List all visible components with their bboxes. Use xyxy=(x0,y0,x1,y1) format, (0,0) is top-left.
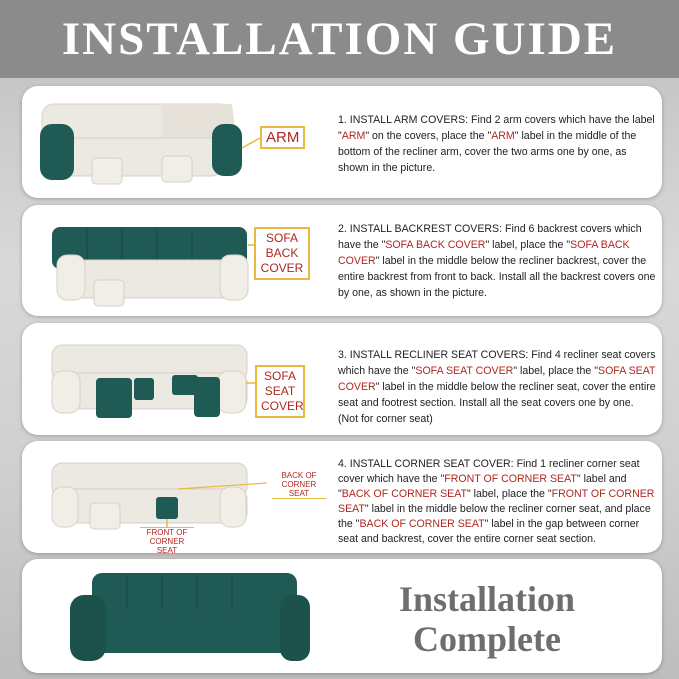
instruction-text: " label in the middle below the recliner backrest, cover the entire backrest from front to back. Install all the backrest covers one by one, as shown in the picture. xyxy=(338,255,656,299)
instruction-text: 3. INSTALL RECLINER SEAT COVERS: Find 4 recliner seat covers which have the " xyxy=(338,349,656,377)
label-name: BACK OF CORNER SEAT xyxy=(341,488,467,500)
step-3-text xyxy=(338,347,656,427)
instruction-text: " label in the gap between corner seat and backrest, cover the entire corner seat section. xyxy=(338,518,640,545)
installation-complete-heading xyxy=(352,579,622,659)
complete-line-2: Complete xyxy=(413,619,561,659)
complete-line-1: Installation xyxy=(398,579,576,619)
instruction-text: 2. INSTALL BACKREST COVERS: Find 6 backrest covers which have the " xyxy=(338,223,642,251)
label-name: SOFA SEAT COVER xyxy=(415,365,514,377)
instruction-text: 1. INSTALL ARM COVERS: Find 2 arm covers which have the label " xyxy=(338,114,655,142)
arm-cover-right xyxy=(212,124,242,176)
instruction-text: " label in the middle of the bottom of the recliner arm, cover the two arms one by one, as shown in the picture. xyxy=(338,130,637,174)
seat-cover-left xyxy=(96,378,132,418)
label-name: FRONT OF CORNER SEAT xyxy=(444,473,577,485)
step-panel-1 xyxy=(22,86,662,198)
instruction-text: " label, place the " xyxy=(513,365,598,377)
label-name: BACK OF CORNER SEAT xyxy=(359,518,485,530)
arm-cover-left xyxy=(40,124,74,180)
sofa-seat-cover-tag: SOFA SEAT COVER xyxy=(255,365,305,418)
instruction-text: " label, place the " xyxy=(466,488,552,500)
instruction-text: 4. INSTALL CORNER SEAT COVER: Find 1 recliner corner seat cover which have the " xyxy=(338,458,640,485)
step-panel-4 xyxy=(22,441,662,553)
label-name: SOFA BACK COVER xyxy=(338,239,630,267)
label-name: ARM xyxy=(491,130,515,142)
step-4-text xyxy=(338,457,656,547)
label-name: ARM xyxy=(341,130,366,142)
instruction-text: " label and " xyxy=(338,473,627,500)
step-panel-3 xyxy=(22,323,662,435)
front-of-corner-seat-tag: FRONT OF CORNER SEAT xyxy=(140,527,194,553)
instruction-text: " on the covers, place the " xyxy=(365,130,492,142)
instruction-text: " label in the middle below the recliner corner seat, and place the " xyxy=(338,503,651,530)
complete-panel xyxy=(22,559,662,673)
step-1-text xyxy=(338,112,656,176)
label-name: SOFA SEAT COVER xyxy=(338,365,656,393)
instruction-text: " label in the middle below the recliner seat, cover the entire seat and footrest section. Install all the seat covers one by one. (Not for corner seat) xyxy=(338,381,656,425)
header-banner xyxy=(0,0,679,78)
instruction-text: " label, place the " xyxy=(485,239,571,251)
step-2-text xyxy=(338,221,656,301)
sofa-complete-illustration xyxy=(22,559,322,673)
sofa-back-cover-tag: SOFA BACK COVER xyxy=(254,227,310,280)
label-name: SOFA BACK COVER xyxy=(385,239,486,251)
step-panel-2 xyxy=(22,205,662,316)
page-title: INSTALLATION GUIDE xyxy=(61,13,618,65)
seat-cover-right xyxy=(194,377,220,417)
corner-seat-cover xyxy=(156,497,178,519)
arm-tag: ARM xyxy=(260,126,305,149)
back-of-corner-seat-tag: BACK OF CORNER SEAT xyxy=(272,471,326,499)
label-name: FRONT OF CORNER SEAT xyxy=(338,488,655,515)
